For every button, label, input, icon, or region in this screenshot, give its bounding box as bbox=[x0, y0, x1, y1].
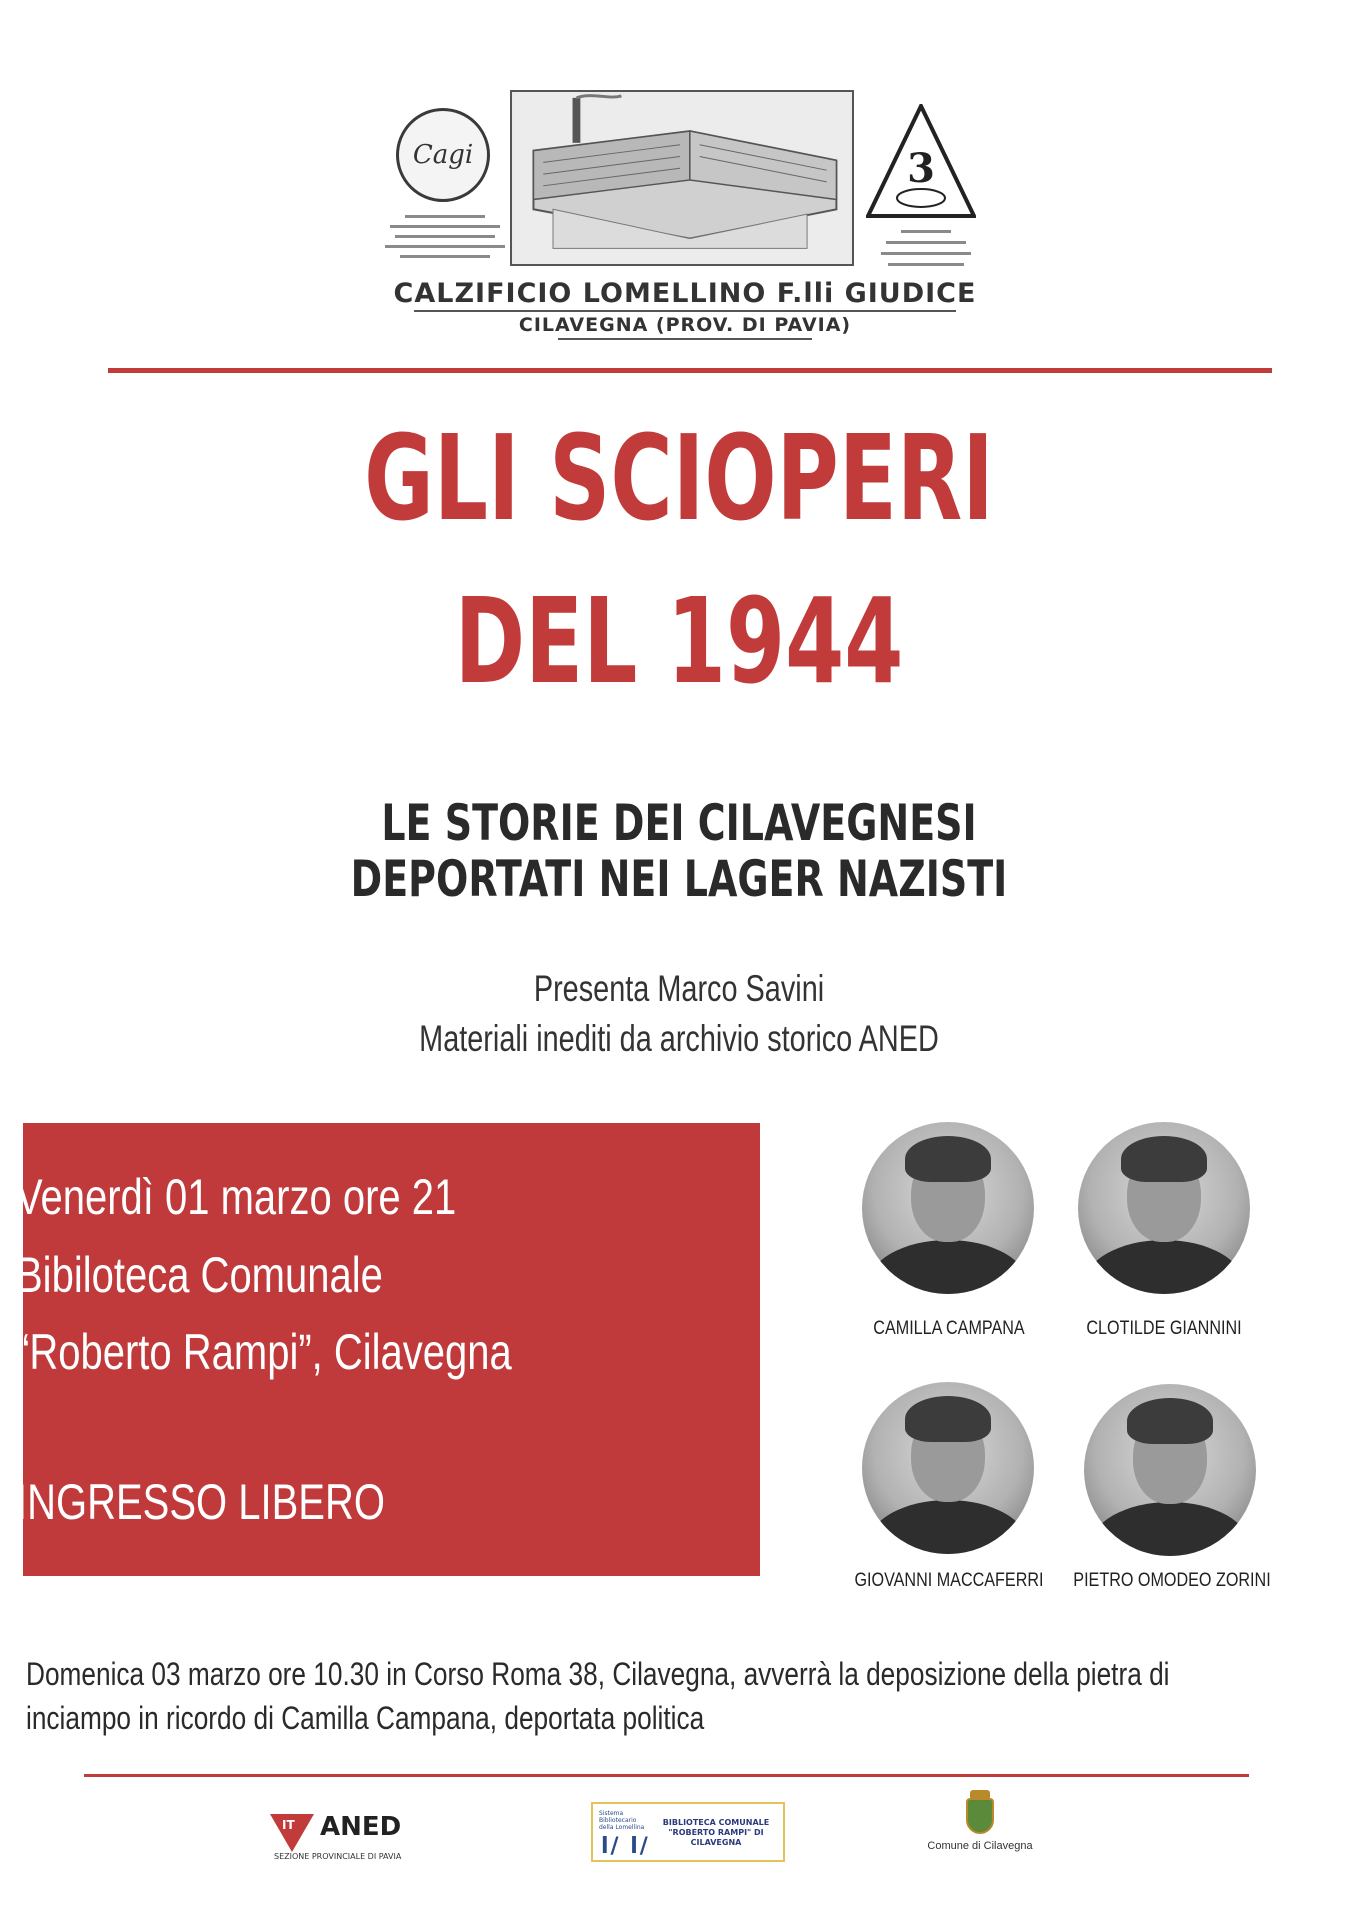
portrait-giovanni-maccaferri bbox=[862, 1382, 1034, 1554]
portrait-name: PIETRO OMODEO ZORINI bbox=[1073, 1570, 1271, 1591]
svg-text:3: 3 bbox=[907, 145, 935, 192]
cagi-seal-icon bbox=[396, 108, 490, 202]
factory-illustration-icon bbox=[510, 90, 854, 266]
company-logo bbox=[380, 82, 990, 344]
poster-title-line-2: DEL 1944 bbox=[454, 572, 904, 710]
cagi-seal-text: Cagi bbox=[412, 140, 474, 170]
ceremony-note-line-2: inciampo in ricordo di Camilla Campana, deportata politica bbox=[26, 1700, 705, 1736]
portrait-camilla-campana bbox=[862, 1122, 1034, 1294]
seal-caption-lines bbox=[380, 208, 510, 266]
company-city: CILAVEGNA (PROV. DI PAVIA) bbox=[518, 314, 852, 336]
company-name: CALZIFICIO LOMELLINO F.lli GIUDICE bbox=[393, 278, 977, 309]
portrait-clotilde-giannini bbox=[1078, 1122, 1250, 1294]
library-mark-icon: l/ l/ bbox=[601, 1834, 650, 1859]
materials-line: Materiali inediti da archivio storico ANED bbox=[419, 1018, 939, 1059]
poster-subtitle-line-1: LE STORIE DEI CILAVEGNESI bbox=[381, 794, 977, 852]
library-system-name: Sistema Bibliotecario della Lomellina bbox=[599, 1810, 645, 1831]
top-divider bbox=[108, 368, 1272, 373]
portrait-pietro-omodeo-zorini bbox=[1084, 1384, 1256, 1556]
triangle-caption-lines bbox=[874, 222, 978, 268]
poster-title-line-1: GLI SCIOPERI bbox=[364, 409, 994, 547]
triangle-brand-icon bbox=[866, 104, 976, 222]
comune-name: Comune di Cilavegna bbox=[927, 1840, 1033, 1852]
aned-mark: IT bbox=[282, 1818, 295, 1832]
portrait-name: GIOVANNI MACCAFERRI bbox=[854, 1570, 1044, 1591]
company-city-rule bbox=[558, 338, 812, 340]
library-logo bbox=[591, 1802, 785, 1862]
event-venue: “Roberto Rampi”, Cilavegna bbox=[16, 1324, 512, 1380]
aned-name: ANED bbox=[320, 1812, 402, 1842]
bottom-divider bbox=[84, 1774, 1249, 1777]
ceremony-note-line-1: Domenica 03 marzo ore 10.30 in Corso Roma 38, Cilavegna, avverrà la deposizione della pietra di bbox=[26, 1656, 1170, 1692]
event-entry: INGRESSO LIBERO bbox=[16, 1474, 385, 1530]
portrait-name: CLOTILDE GIANNINI bbox=[1086, 1318, 1242, 1339]
event-date: Venerdì 01 marzo ore 21 bbox=[16, 1169, 457, 1225]
aned-section: SEZIONE PROVINCIALE DI PAVIA bbox=[274, 1852, 402, 1861]
poster-subtitle-line-2: DEPORTATI NEI LAGER NAZISTI bbox=[350, 850, 1008, 908]
aned-logo bbox=[270, 1808, 440, 1862]
library-name: BIBLIOTECA COMUNALE "ROBERTO RAMPI" DI CILAVEGNA bbox=[662, 1818, 770, 1847]
coat-of-arms-icon bbox=[966, 1798, 994, 1834]
presenter-line: Presenta Marco Savini bbox=[533, 968, 825, 1009]
company-name-rule bbox=[414, 310, 956, 312]
portrait-name: CAMILLA CAMPANA bbox=[873, 1318, 1025, 1339]
event-place: Bibiloteca Comunale bbox=[16, 1247, 383, 1303]
comune-logo bbox=[920, 1798, 1040, 1868]
